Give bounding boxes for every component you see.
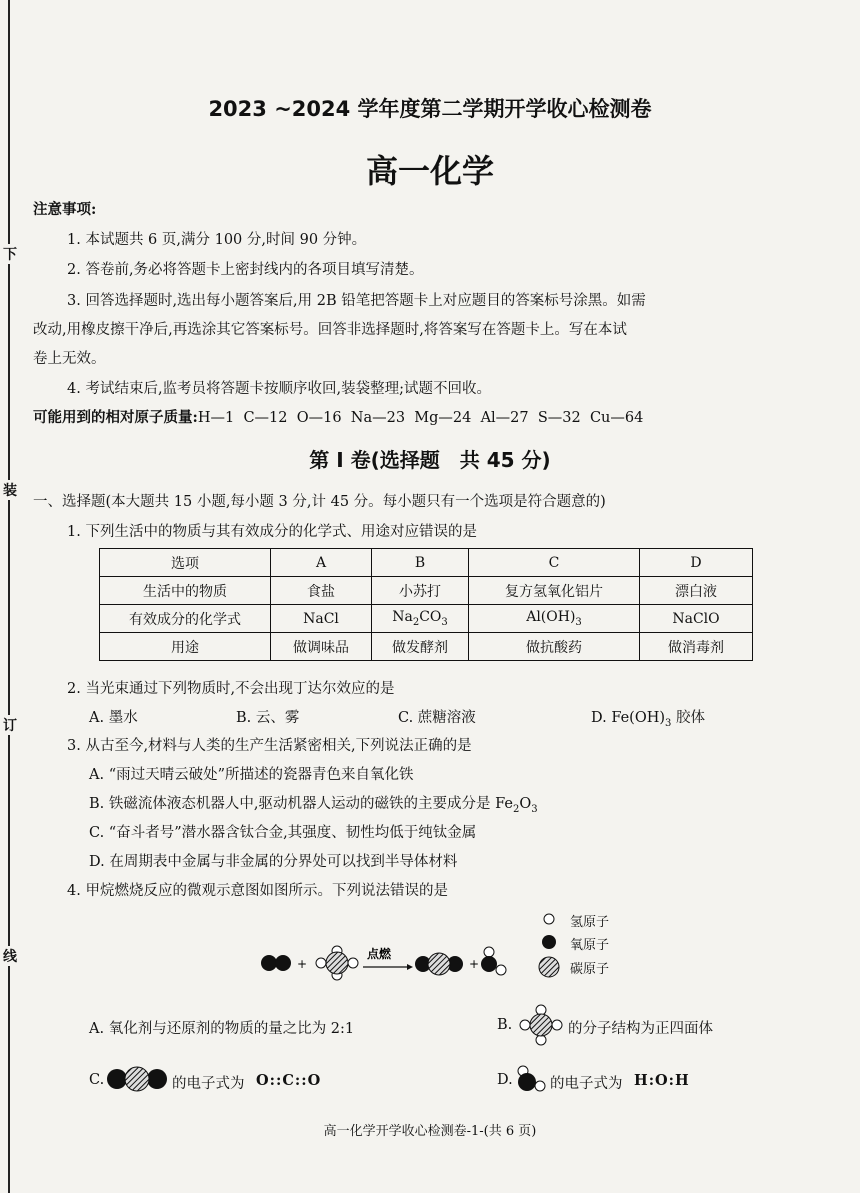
binding-mark-zhuang: 装	[2, 480, 18, 500]
table-cell: 用途	[100, 633, 271, 661]
formula-part: Al(OH)	[526, 609, 576, 626]
table-row	[100, 605, 753, 633]
table-cell: 有效成分的化学式	[100, 605, 271, 633]
subject-title: 高一化学	[365, 152, 494, 190]
table-cell: 做发酵剂	[372, 633, 469, 661]
q2-option-a: A. 墨水	[89, 710, 138, 726]
binding-mark-xia: 下	[2, 244, 18, 264]
q2-option-b: B. 云、雾	[236, 710, 300, 726]
table-cell: 小苏打	[372, 577, 469, 605]
table-cell: 食盐	[271, 577, 372, 605]
table-cell: B	[372, 549, 469, 577]
q4-option-d-label: D.	[497, 1072, 513, 1088]
legend-hydrogen: 氢原子	[570, 915, 610, 930]
notice-item-4: 4. 考试结束后,监考员将答题卡按顺序收回,装袋整理;试题不回收。	[67, 381, 492, 397]
table-cell: D	[640, 549, 753, 577]
hydrogen-atom	[316, 958, 326, 968]
hydrogen-atom	[484, 947, 494, 957]
q3-option-a: A. “雨过天晴云破处”所描述的瓷器青色来自氧化铁	[89, 767, 414, 783]
page-footer: 高一化学开学收心检测卷-1-(共 6 页)	[323, 1124, 537, 1139]
table-cell	[469, 605, 640, 633]
notice-item-3-line-2: 改动,用橡皮擦干净后,再选涂其它答案标号。回答非选择题时,将答案写在答题卡上。写在本试	[33, 322, 627, 338]
q4-option-d-text: 的电子式为	[550, 1076, 623, 1092]
q4-stem: 4. 甲烷燃烧反应的微观示意图如图所示。下列说法错误的是	[67, 883, 448, 899]
reaction-diagram	[255, 938, 515, 988]
table-cell: NaClO	[640, 605, 753, 633]
formula-part: O	[519, 796, 532, 812]
q3-option-d: D. 在周期表中金属与非金属的分界处可以找到半导体材料	[89, 854, 458, 870]
q4-option-b-text: 的分子结构为正四面体	[568, 1021, 713, 1037]
table-cell: C	[469, 549, 640, 577]
notice-item-3-line-1: 3. 回答选择题时,选出每小题答案后,用 2B 铅笔把答题卡上对应题目的答案标号涂黑。如需	[67, 293, 646, 309]
atomic-mass-label: 可能用到的相对原子质量:	[33, 409, 198, 426]
legend-oxygen: 氧原子	[570, 938, 610, 953]
hydrogen-atom	[348, 958, 358, 968]
formula-subscript: 3	[575, 616, 582, 628]
q4-option-c-text: 的电子式为	[172, 1076, 245, 1092]
water-molecule-icon	[514, 1064, 550, 1094]
q4-option-a: A. 氧化剂与还原剂的物质的量之比为 2:1	[89, 1021, 355, 1037]
table-cell: 漂白液	[640, 577, 753, 605]
atomic-mass-values: H—1 C—12 O—16 Na—23 Mg—24 Al—27 S—32 Cu—64	[197, 410, 644, 426]
q3-stem: 3. 从古至今,材料与人类的生产生活紧密相关,下列说法正确的是	[67, 738, 472, 754]
carbon-atom	[326, 952, 348, 974]
table-row	[100, 577, 753, 605]
binding-mark-ding: 订	[2, 715, 18, 735]
oxygen-legend-icon	[542, 935, 556, 949]
table-cell	[372, 605, 469, 633]
carbon-atom	[428, 953, 450, 975]
table-cell: 生活中的物质	[100, 577, 271, 605]
hydrogen-atom	[496, 965, 506, 975]
q1-stem: 1. 下列生活中的物质与其有效成分的化学式、用途对应错误的是	[67, 524, 477, 540]
formula-part: 胶体	[671, 710, 706, 726]
table-row	[100, 549, 753, 577]
table-cell: A	[271, 549, 372, 577]
exam-title: 2023 ~2024 学年度第二学期开学收心检测卷	[208, 97, 652, 121]
q1-table	[99, 548, 753, 661]
table-cell: 选项	[100, 549, 271, 577]
plus-sign: +	[297, 957, 308, 971]
section-instruction: 一、选择题(本大题共 15 小题,每小题 3 分,计 45 分。每小题只有一个选项是符合题意的)	[33, 494, 606, 510]
oxygen-atom	[275, 955, 291, 971]
q3-option-c: C. “奋斗者号”潜水器含钛合金,其强度、韧性均低于纯钛金属	[89, 825, 477, 841]
q4-option-b-label: B.	[497, 1017, 513, 1033]
oxygen-atom	[481, 956, 497, 972]
notice-item-1: 1. 本试题共 6 页,满分 100 分,时间 90 分钟。	[67, 232, 367, 248]
carbon-legend-icon	[539, 957, 559, 977]
formula-subscript: 3	[441, 616, 448, 628]
methane-molecule-icon	[517, 1003, 567, 1047]
table-cell: 做抗酸药	[469, 633, 640, 661]
atomic-mass-line	[33, 406, 643, 427]
formula-subscript: 2	[412, 616, 420, 628]
formula-part: Na	[392, 609, 413, 626]
co2-molecule-icon	[106, 1065, 168, 1093]
co2-electron-formula: O::C::O	[256, 1072, 322, 1089]
formula-part: B. 铁磁流体液态机器人中,驱动机器人运动的磁铁的主要成分是 Fe	[89, 796, 513, 812]
q3-option-b	[89, 792, 538, 815]
formula-part: D. Fe(OH)	[591, 710, 666, 726]
hydrogen-legend-icon	[544, 914, 554, 924]
table-cell: NaCl	[271, 605, 372, 633]
formula-part: CO	[419, 609, 442, 626]
q4-option-c-label: C.	[89, 1072, 105, 1088]
legend-carbon: 碳原子	[570, 962, 610, 977]
arrow-head	[407, 964, 413, 970]
plus-sign: +	[469, 957, 480, 971]
section-title: 第 I 卷(选择题 共 45 分)	[309, 448, 551, 472]
q2-option-c: C. 蔗糖溶液	[398, 710, 476, 726]
formula-subscript: 3	[665, 717, 672, 729]
notice-item-3-line-3: 卷上无效。	[33, 351, 106, 367]
h2o-electron-formula: H:O:H	[634, 1072, 690, 1089]
notice-heading: 注意事项:	[33, 201, 97, 218]
formula-subscript: 3	[531, 803, 538, 815]
notice-item-2: 2. 答卷前,务必将答题卡上密封线内的各项目填写清楚。	[67, 262, 424, 278]
atom-legend-symbols	[536, 910, 566, 982]
reaction-condition: 点燃	[367, 947, 392, 961]
table-cell: 做消毒剂	[640, 633, 753, 661]
table-row	[100, 633, 753, 661]
table-cell: 复方氢氧化铝片	[469, 577, 640, 605]
q2-option-d	[591, 706, 705, 729]
table-cell: 做调味品	[271, 633, 372, 661]
oxygen-atom	[261, 955, 277, 971]
binding-mark-xian: 线	[2, 946, 18, 966]
formula-subscript: 2	[512, 803, 520, 815]
q2-stem: 2. 当光束通过下列物质时,不会出现丁达尔效应的是	[67, 681, 395, 697]
